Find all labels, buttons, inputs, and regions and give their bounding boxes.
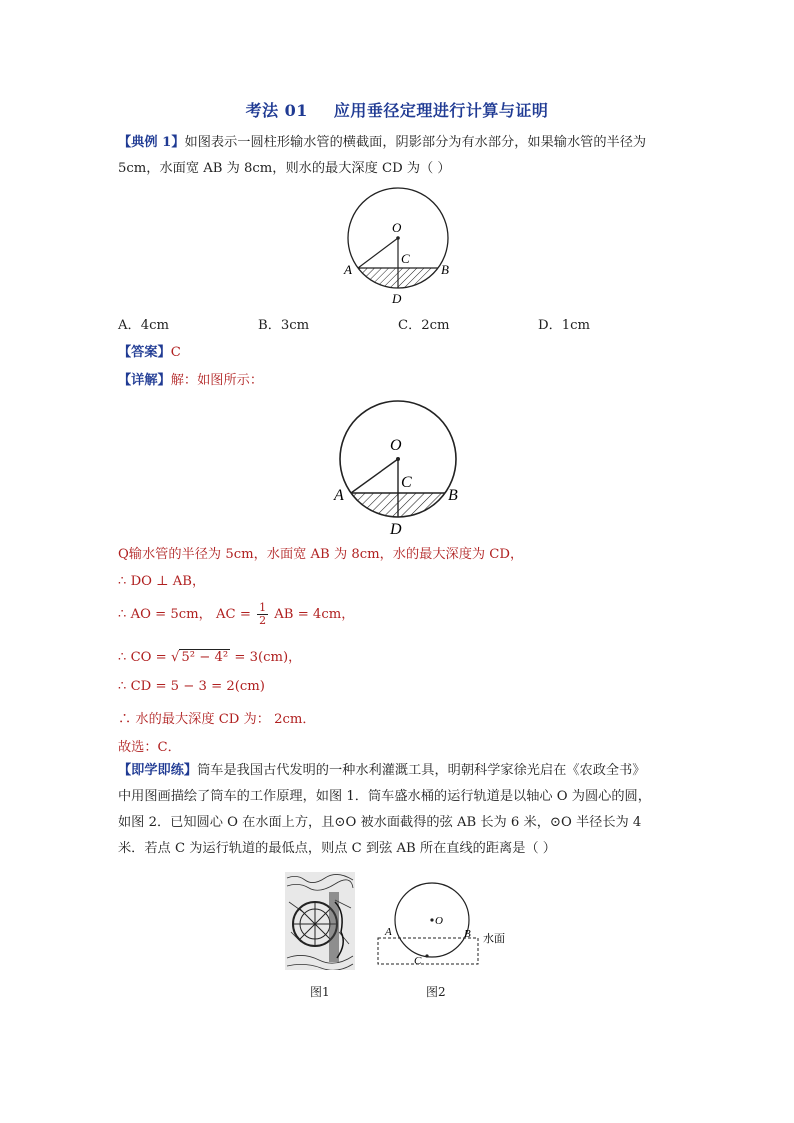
- step-4: [118, 646, 301, 665]
- step-3a: ∴ AO = 5cm， AC =: [118, 607, 251, 622]
- detail-tag: 【详解】: [118, 373, 171, 388]
- step-choice: 故选：C．: [118, 740, 181, 755]
- step-1: Q输水管的半径为 5cm，水面宽 AB 为 8cm，水的最大深度为 CD，: [118, 547, 524, 562]
- water-rectangle: [378, 938, 478, 964]
- waterwheel-illustration: [285, 872, 355, 970]
- sqrt-sign: √: [170, 650, 180, 665]
- option-d: D．1cm: [538, 318, 591, 333]
- example1-tag: 【典例 1】: [118, 135, 185, 150]
- practice-question: [118, 758, 688, 862]
- label-c: C: [401, 251, 410, 266]
- step-4b: = 3(cm)，: [234, 650, 302, 665]
- caption-fig2: 图2: [426, 985, 446, 999]
- answer-line: [118, 341, 181, 360]
- sol-label-d: D: [390, 521, 402, 538]
- water-surface-label: 水面: [483, 933, 505, 945]
- example1-figure: [336, 186, 466, 310]
- practice-line4: 米．若点 C 为运行轨道的最低点，则点 C 到弦 AB 所在直线的距离是（ ）: [118, 841, 556, 856]
- option-b: B．3cm: [258, 318, 310, 333]
- p2-label-b: B: [464, 928, 471, 940]
- caption-fig1: 图1: [310, 985, 330, 999]
- frac-num: 1: [259, 601, 267, 614]
- sol-label-c: C: [401, 474, 412, 491]
- example1-question: [118, 130, 678, 182]
- sol-label-a: A: [334, 487, 344, 504]
- p2-label-o: O: [435, 915, 443, 927]
- answer-tag: 【答案】: [118, 345, 171, 360]
- practice-figure2: [372, 880, 522, 972]
- title-code: 考法 01: [245, 101, 308, 120]
- practice-line2: 中用图画描绘了筒车的工作原理，如图 1．筒车盛水桶的运行轨道是以轴心 O 为圆心的圆，: [118, 789, 651, 804]
- fraction-half: [257, 602, 268, 627]
- step-2: ∴ DO ⊥ AB，: [118, 574, 206, 589]
- p2-label-c: C: [414, 955, 422, 967]
- sol-label-o: O: [390, 437, 402, 454]
- label-o: O: [392, 220, 402, 235]
- page-title: [0, 98, 794, 121]
- title-text: 应用垂径定理进行计算与证明: [333, 101, 549, 120]
- option-a: A．4cm: [118, 318, 169, 333]
- step-6: ∴ 水的最大深度 CD 为： 2cm．: [118, 712, 316, 727]
- step-4a: ∴ CO =: [118, 650, 167, 665]
- option-c: C．2cm: [398, 318, 450, 333]
- sol-label-b: B: [448, 487, 458, 504]
- detail-line: [118, 369, 263, 388]
- label-a: A: [344, 262, 352, 277]
- frac-den: 2: [259, 614, 267, 627]
- solution-figure: [326, 396, 476, 540]
- step-3b: AB = 4cm，: [274, 607, 355, 622]
- practice-tag: 【即学即练】: [118, 763, 198, 778]
- detail-intro: 解：如图所示：: [170, 373, 264, 388]
- practice-line1: 筒车是我国古代发明的一种水利灌溉工具，明朝科学家徐光启在《农政全书》: [197, 763, 646, 778]
- step-5: ∴ CD = 5 − 3 = 2(cm): [118, 679, 265, 694]
- label-b: B: [441, 262, 449, 277]
- step-3: [118, 602, 354, 627]
- sqrt-content: 5² − 4²: [181, 650, 229, 665]
- practice-line3: 如图 2．已知圆心 O 在水面上方，且⊙O 被水面截得的弦 AB 长为 6 米，⊙O 半径长为 4: [118, 815, 642, 830]
- label-d: D: [392, 291, 402, 306]
- example1-line1: 如图表示一圆柱形输水管的横截面，阴影部分为有水部分，如果输水管的半径为: [184, 135, 647, 150]
- p2-label-a: A: [385, 926, 392, 938]
- answer-value: C: [170, 345, 181, 360]
- example1-line2: 5cm，水面宽 AB 为 8cm，则水的最大深度 CD 为（ ）: [118, 161, 451, 176]
